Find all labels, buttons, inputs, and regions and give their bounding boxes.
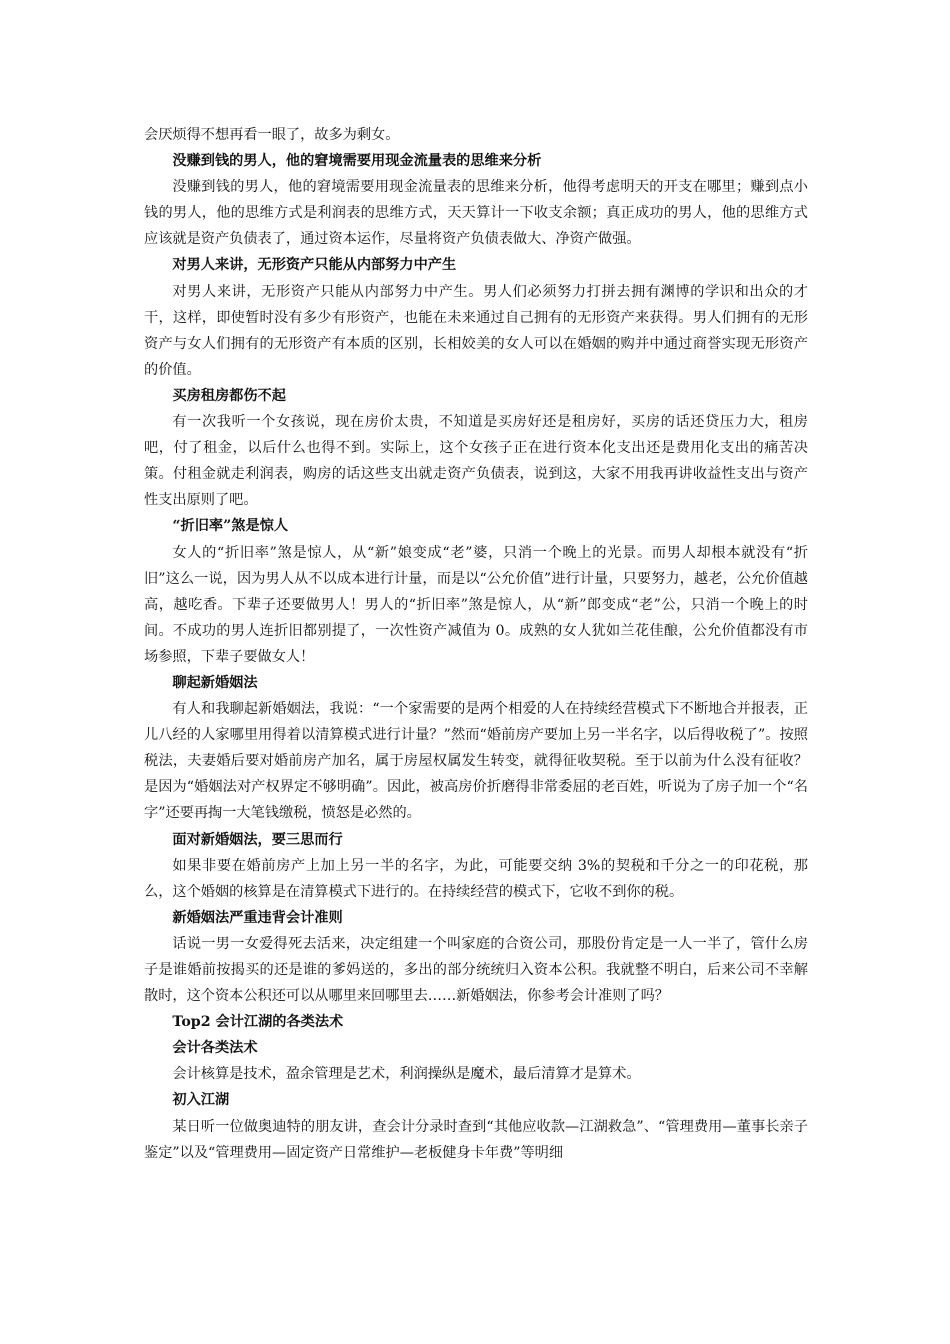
paragraph-new-marriage-law: 有人和我聊起新婚姻法，我说：“一个家需要的是两个相爱的人在持续经营模式下不断地合并报表，正儿八经的人家哪里用得着以清算模式进行计量？”然而“婚前房产要加上另一半名字，以后得收税了”。按照税法，夫妻婚后要对婚前房产加名，属于房屋权属发生转变，就得征收契税。至于以前为什么没有征收？是因为“婚姻法对产权界定不够明确”。因此，被高房价折磨得非常委屈的老百姓，听说为了房子加一个“名字”还要再掏一大笔钱缴税，愤怒是必然的。 [144, 701, 808, 822]
document-page [144, 122, 808, 1166]
paragraph-buy-rent-house: 有一次我听一个女孩说，现在房价太贵，不知道是买房好还是租房好，买房的话还贷压力大，租房吧，付了租金，以后什么也得不到。实际上，这个女孩子正在进行资本化支出还是费用化支出的痛苦决策。付租金就走利润表，购房的话这些支出就走资产负债表，说到这，大家不用我再讲收益性支出与资产性支出原则了吧。 [144, 414, 808, 509]
section-heading-top2: Top2 会计江湖的各类法术 [172, 1014, 344, 1031]
paragraph-enter-jianghu: 某日听一位做奥迪特的朋友讲，查会计分录时查到“其他应收款—江湖救急”、“管理费用—董事长亲子鉴定”以及“管理费用—固定资产日常维护—老板健身卡年费”等明细 [144, 1118, 808, 1161]
paragraph-accounting-arts: 会计核算是技术，盈余管理是艺术，利润操纵是魔术，最后清算才是算术。 [172, 1066, 641, 1083]
section-heading-depreciation: “折旧率”煞是惊人 [172, 518, 289, 535]
paragraph-accounting-standards: 话说一男一女爱得死去活来，决定组建一个叫家庭的合资公司，那股份肯定是一人一半了，管什么房子是谁婚前按揭买的还是谁的爹妈送的，多出的部分统统归入资本公积。我就整不明白，后来公司不幸解散时，这个资本公积还可以从哪里来回哪里去……新婚姻法，你参考会计准则了吗？ [144, 935, 808, 1005]
section-heading-accounting-arts: 会计各类法术 [172, 1040, 258, 1057]
paragraph-continued: 会厌烦得不想再看一眼了，故多为剩女。 [144, 127, 400, 143]
section-heading-intangible-assets: 对男人来讲，无形资产只能从内部努力中产生 [172, 257, 457, 274]
paragraph-intangible-assets: 对男人来讲，无形资产只能从内部努力中产生。男人们必须努力打拼去拥有渊博的学识和出众的才干，这样，即使暂时没有多少有形资产，也能在未来通过自己拥有的无形资产来获得。男人们拥有的无形资产与女人们拥有的无形资产有本质的区别，长相姣美的女人可以在婚姻的购并中通过商誉实现无形资产的价值。 [144, 283, 808, 378]
section-heading-think-twice: 面对新婚姻法，要三思而行 [172, 831, 343, 848]
section-heading-enter-jianghu: 初入江湖 [172, 1092, 230, 1109]
paragraph-depreciation: 女人的“折旧率”煞是惊人，从“新”娘变成“老”婆，只消一个晚上的光景。而男人却根本就没有“折旧”这么一说，因为男人从不以成本进行计量，而是以“公允价值”进行计量，只要努力，越老，公允价值越高，越吃香。下辈子还要做男人！男人的“折旧率”煞是惊人，从“新”郎变成“老”公，只消一个晚上的时间。不成功的男人连折旧都别提了，一次性资产减值为 0。成熟的女人犹如兰花佳酿，公允价值都没有市场参照，下辈子要做女人！ [144, 544, 808, 665]
section-heading-new-marriage-law: 聊起新婚姻法 [172, 674, 258, 691]
paragraph-cash-flow: 没赚到钱的男人，他的窘境需要用现金流量表的思维来分析，他得考虑明天的开支在哪里；赚到点小钱的男人，他的思维方式是利润表的思维方式，天天算计一下收支余额；真正成功的男人，他的思维方式应该就是资产负债表了，通过资本运作，尽量将资产负债表做大、净资产做强。 [144, 179, 808, 248]
section-heading-accounting-standards: 新婚姻法严重违背会计准则 [172, 909, 343, 926]
section-heading-buy-rent-house: 买房租房都伤不起 [172, 387, 286, 404]
paragraph-think-twice: 如果非要在婚前房产上加上另一半的名字，为此，可能要交纳 3%的契税和千分之一的印花税，那么，这个婚姻的核算是在清算模式下进行的。在持续经营的模式下，它收不到你的税。 [144, 857, 808, 900]
section-heading-cash-flow: 没赚到钱的男人，他的窘境需要用现金流量表的思维来分析 [172, 153, 542, 170]
